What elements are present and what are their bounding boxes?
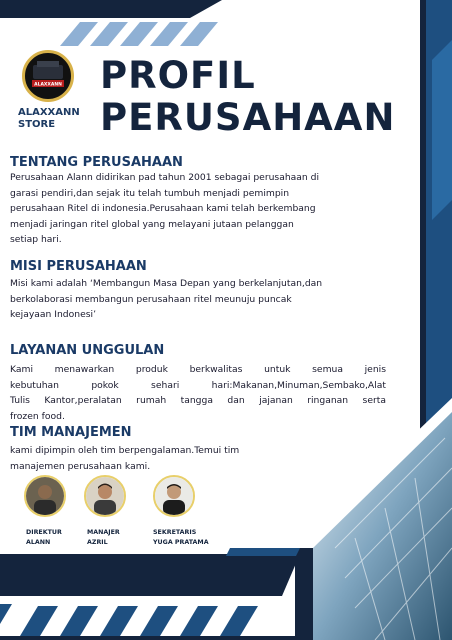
avatar-manager [84, 475, 126, 517]
mission-text [10, 276, 322, 323]
bottom-left-decoration [0, 548, 310, 640]
services-line: Kami menawarkan produk berkwalitas untuk semua jenis [10, 364, 386, 375]
about-line: perusahaan Ritel di indonesia.Perusahaan kami telah berkembang [10, 203, 316, 214]
services-line: Tulis Kantor,peralatan rumah tangga dan jajanan ringanan serta [10, 395, 386, 406]
mission-line: Misi kami adalah ‘Membangun Masa Depan yang berkelanjutan,dan [10, 278, 323, 289]
member-name: YUGA PRATAMA [153, 539, 209, 546]
team-heading: TIM MANAJEMEN [10, 425, 132, 440]
member-role: DIREKTUR [26, 529, 62, 536]
member-role: SEKRETARIS [153, 529, 197, 536]
avatar-secretary [153, 475, 195, 517]
team-text [10, 443, 239, 474]
team-member-director [26, 528, 62, 548]
about-text [10, 170, 319, 248]
mission-line: berkolaborasi membangun perusahaan ritel meunuju puncak [10, 293, 292, 305]
page-title-line1: PROFIL [100, 54, 256, 97]
bottom-building-photo [295, 398, 452, 640]
top-left-decoration [0, 0, 230, 48]
about-heading: TENTANG PERUSAHAAN [10, 155, 183, 170]
store-name-line2: STORE [18, 119, 56, 130]
member-name: ALANN [26, 539, 51, 546]
services-line: frozen food. [10, 410, 65, 422]
mission-line: kejayaan Indonesi’ [10, 309, 96, 320]
team-line: manajemen perusahaan kami. [10, 460, 151, 472]
avatar-director [24, 475, 66, 517]
services-text [10, 362, 386, 424]
services-line: kebutuhan pokok sehari hari:Makanan,Minuman,Sembako,Alat [10, 379, 386, 391]
services-heading: LAYANAN UNGGULAN [10, 343, 165, 358]
team-member-manager [87, 528, 120, 548]
about-line: garasi pendiri,dan sejak itu telah tumbuh menjadi pemimpin [10, 187, 290, 199]
company-logo [22, 50, 74, 102]
store-name-line1: ALAXXANN [18, 107, 80, 118]
about-line: setiap hari. [10, 234, 62, 245]
about-line: menjadi jaringan ritel global yang melayani jutaan pelanggan [10, 218, 294, 230]
member-name: AZRIL [87, 539, 108, 546]
about-line: Perusahaan Alann didirikan pad tahun 2001 sebagai perusahaan di [10, 172, 320, 183]
store-name [18, 107, 88, 131]
right-edge-decoration [392, 0, 452, 430]
logo-badge-text: ALAXXANN [34, 82, 62, 88]
member-role: MANAJER [87, 529, 120, 536]
mission-heading: MISI PERUSAHAAN [10, 259, 147, 274]
team-line: kami dipimpin oleh tim berpengalaman.Temui tim [10, 445, 240, 456]
page-title-line2: PERUSAHAAN [100, 96, 396, 139]
team-member-secretary [153, 528, 209, 548]
